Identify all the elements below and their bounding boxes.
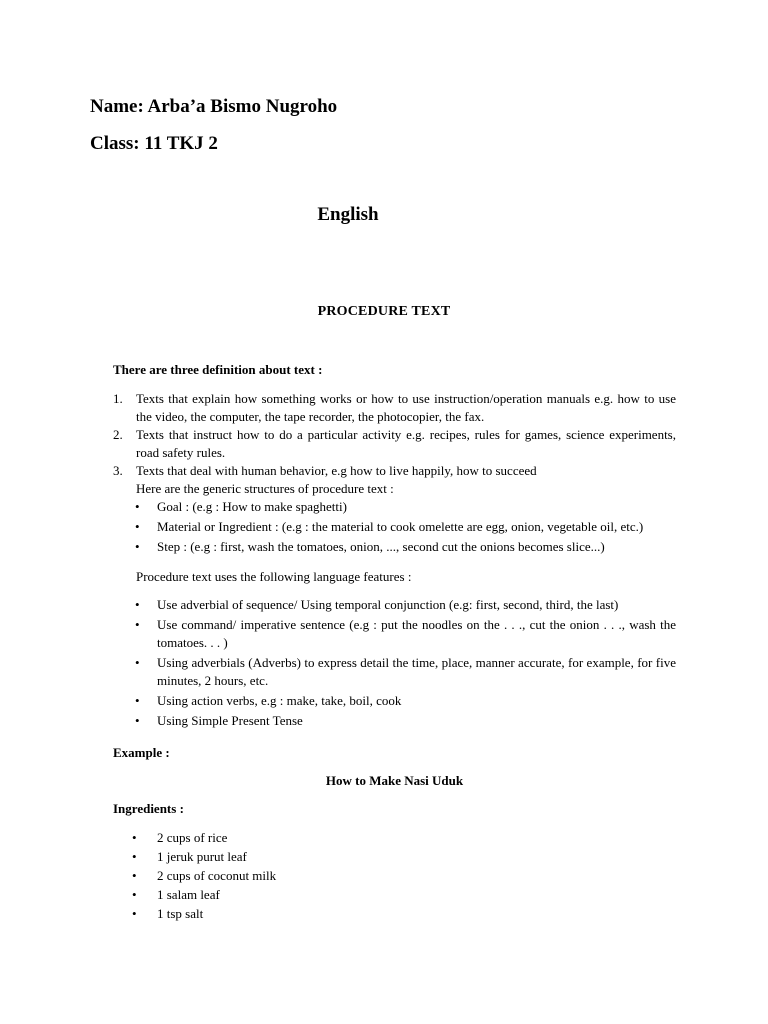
- student-class: Class: 11 TKJ 2: [90, 133, 218, 154]
- structure-text: Goal : (e.g : How to make spaghetti): [157, 499, 347, 514]
- recipe-title: How to Make Nasi Uduk: [325, 773, 464, 788]
- list-item: [135, 596, 676, 614]
- ingredient-text: 1 jeruk purut leaf: [157, 849, 247, 864]
- structure-text: Step : (e.g : first, wash the tomatoes, onion, ..., second cut the onions becomes slice...): [157, 539, 605, 554]
- ingredients-list: [113, 828, 676, 923]
- bullet-icon: •: [132, 906, 137, 921]
- student-name: Name: Arba’a Bismo Nugroho: [90, 96, 338, 117]
- list-item: [135, 712, 676, 730]
- feature-text: Using action verbs, e.g : make, take, boil, cook: [157, 693, 402, 708]
- list-item: [135, 518, 676, 536]
- bullet-icon: •: [132, 830, 137, 845]
- feature-text: Using Simple Present Tense: [157, 713, 303, 728]
- list-item: [132, 866, 676, 885]
- definitions-list: [113, 390, 676, 480]
- bullet-icon: •: [135, 499, 140, 514]
- definition-item: [113, 462, 676, 480]
- list-item: [135, 692, 676, 710]
- bullet-icon: •: [135, 539, 140, 554]
- bullet-icon: •: [135, 597, 140, 612]
- list-item: [135, 498, 676, 516]
- definition-text: Texts that instruct how to do a particular activity e.g. recipes, rules for games, science experiments, road safety rules.: [136, 427, 676, 460]
- definitions-intro: There are three definition about text :: [113, 362, 323, 377]
- definition-text: Texts that deal with human behavior, e.g how to live happily, how to succeed: [136, 463, 537, 478]
- ingredient-text: 1 salam leaf: [157, 887, 220, 902]
- feature-text: Use command/ imperative sentence (e.g : put the noodles on the . . ., cut the onion . . ., wash the tomatoes. . . ): [157, 617, 676, 650]
- example-label: Example :: [113, 745, 170, 760]
- list-item: [135, 616, 676, 652]
- features-list: [113, 596, 676, 730]
- list-item: [132, 828, 676, 847]
- feature-text: Using adverbials (Adverbs) to express detail the time, place, manner accurate, for example, for five minutes, 2 hours, etc.: [157, 655, 676, 688]
- list-item: [135, 654, 676, 690]
- bullet-icon: •: [132, 868, 137, 883]
- structure-text: Material or Ingredient : (e.g : the material to cook omelette are egg, onion, vegetable oil, etc.): [157, 519, 644, 534]
- list-item: [132, 847, 676, 866]
- feature-text: Use adverbial of sequence/ Using temporal conjunction (e.g: first, second, third, the last): [157, 597, 619, 612]
- bullet-icon: •: [132, 887, 137, 902]
- section-title: PROCEDURE TEXT: [317, 304, 451, 319]
- list-item: [135, 538, 676, 556]
- list-number: 1.: [113, 391, 123, 406]
- structures-intro: Here are the generic structures of procedure text :: [136, 481, 394, 496]
- bullet-icon: •: [135, 519, 140, 534]
- bullet-icon: •: [135, 655, 140, 670]
- features-intro: Procedure text uses the following language features :: [136, 569, 412, 584]
- definition-item: [113, 390, 676, 426]
- list-item: [132, 904, 676, 923]
- list-number: 2.: [113, 427, 123, 442]
- list-number: 3.: [113, 463, 123, 478]
- list-item: [132, 885, 676, 904]
- ingredient-text: 1 tsp salt: [157, 906, 204, 921]
- bullet-icon: •: [135, 617, 140, 632]
- ingredient-text: 2 cups of rice: [157, 830, 228, 845]
- ingredients-label: Ingredients :: [113, 801, 184, 816]
- bullet-icon: •: [135, 713, 140, 728]
- subject-title: English: [317, 204, 379, 225]
- definition-text: Texts that explain how something works or how to use instruction/operation manuals e.g. how to use the video, the computer, the tape recorder, the photocopier, the fax.: [136, 391, 676, 424]
- bullet-icon: •: [132, 849, 137, 864]
- definition-item: [113, 426, 676, 462]
- bullet-icon: •: [135, 693, 140, 708]
- document-body: [113, 361, 676, 923]
- ingredient-text: 2 cups of coconut milk: [157, 868, 277, 883]
- structures-list: [113, 498, 676, 556]
